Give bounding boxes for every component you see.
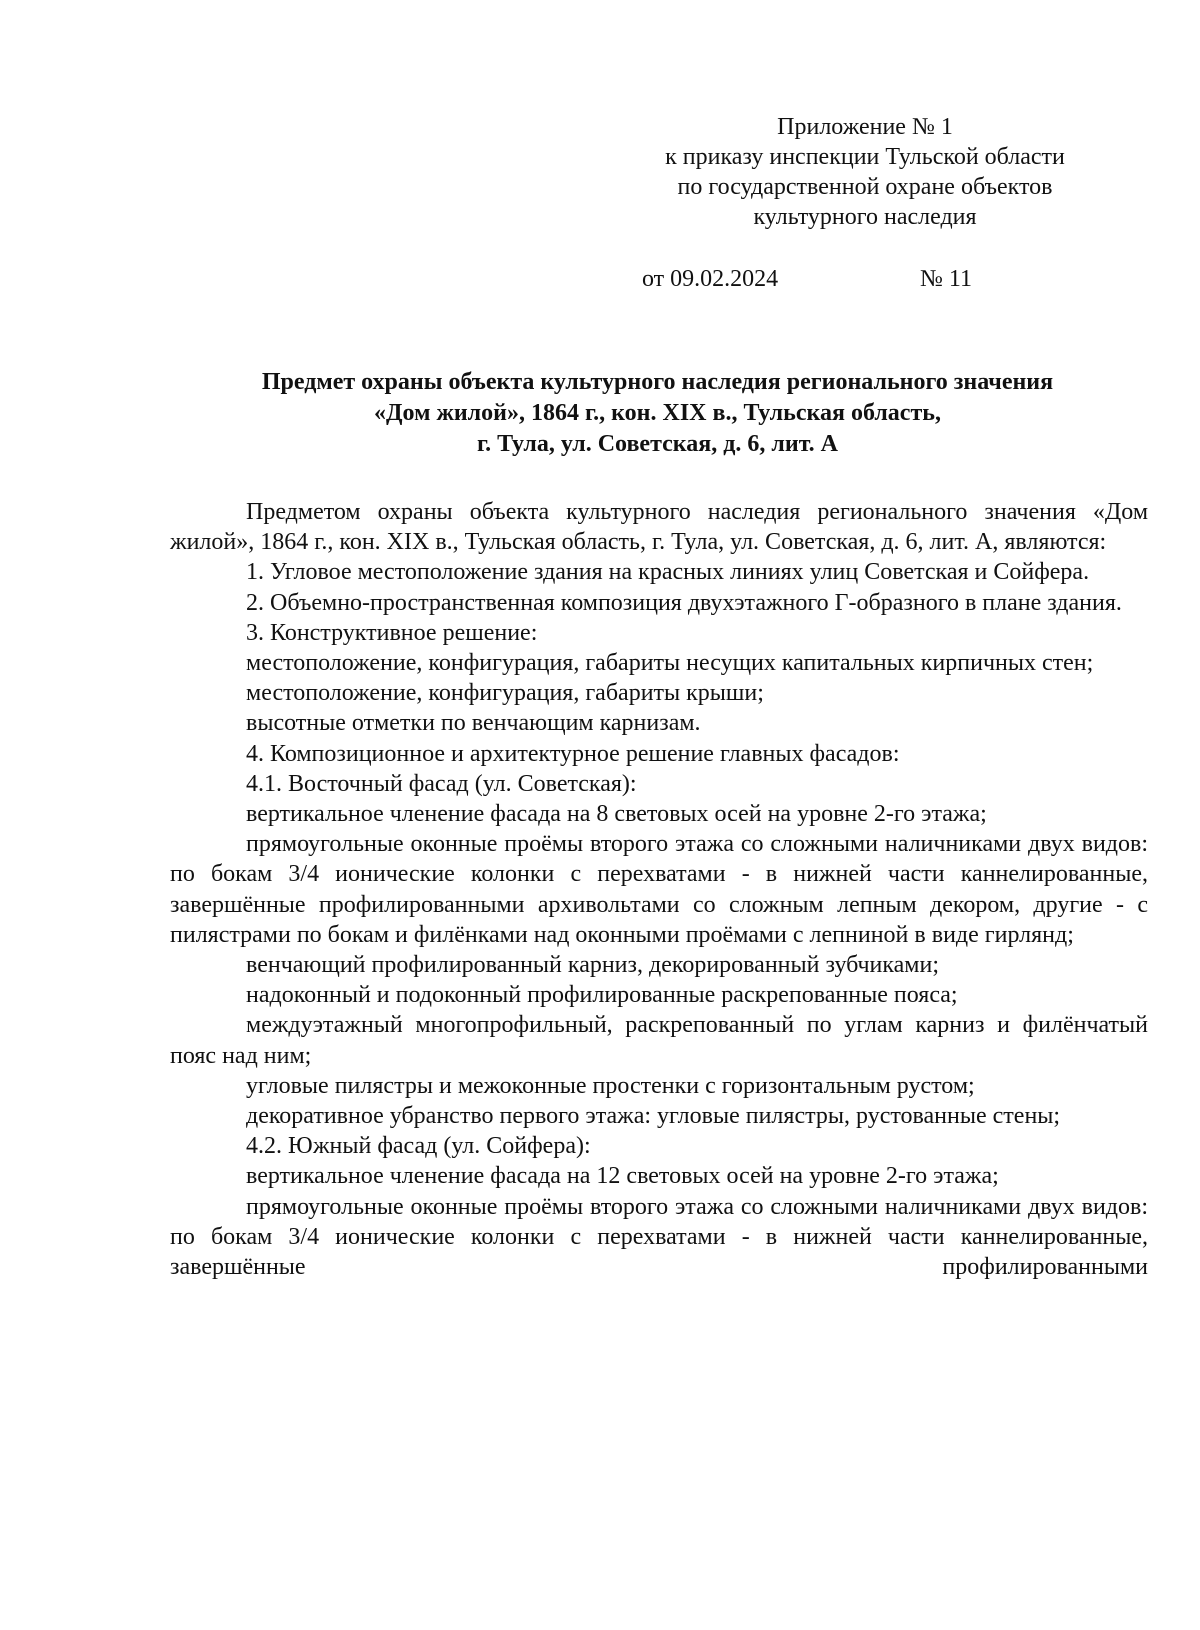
paragraph-east-pilasters: угловые пилястры и межоконные простенки с горизонтальным рустом; (246, 1072, 975, 1099)
paragraph-south-windows: прямоугольные оконные проёмы второго этажа со сложными наличниками двух видов: по бокам 3/4 ионические колонки с перехватами - в нижней части каннелированные, завершённые профилированными (170, 1193, 1148, 1281)
appendix-header (600, 112, 1130, 232)
paragraph-cornice-heights: высотные отметки по венчающим карнизам. (246, 710, 701, 737)
title-line-2: «Дом жилой», 1864 г., кон. XIX в., Тульская область, (374, 400, 941, 426)
paragraph-item-3: 3. Конструктивное решение: (246, 619, 538, 646)
paragraph-east-first-floor: декоративное убранство первого этажа: угловые пилястры, рустованные стены; (246, 1103, 1061, 1130)
paragraph-walls: местоположение, конфигурация, габариты несущих капитальных кирпичных стен; (246, 650, 1094, 677)
title-line-1: Предмет охраны объекта культурного наследия регионального значения (261, 369, 1054, 395)
paragraph-item-2: 2. Объемно-пространственная композиция двухэтажного Г-образного в плане здания. (246, 589, 1122, 616)
title-line-3: г. Тула, ул. Советская, д. 6, лит. А (476, 431, 839, 457)
order-number: № 11 (920, 266, 973, 292)
paragraph-east-interfloor: междуэтажный многопрофильный, раскрепованный по углам карниз и филёнчатый пояс над ним; (170, 1012, 1148, 1069)
appendix-order-ref: к приказу инспекции Тульской области (665, 144, 1065, 170)
appendix-number: Приложение № 1 (777, 114, 953, 140)
appendix-authority: по государственной охране объектов (677, 174, 1053, 200)
paragraph-item-4-1: 4.1. Восточный фасад (ул. Советская): (246, 770, 637, 797)
paragraph-item-4-2: 4.2. Южный фасад (ул. Сойфера): (246, 1133, 591, 1160)
appendix-authority-cont: культурного наследия (753, 204, 977, 230)
paragraph-east-belts: надоконный и подоконный профилированные раскрепованные пояса; (246, 982, 958, 1009)
paragraph-east-axes: вертикальное членение фасада на 8 световых осей на уровне 2-го этажа; (246, 801, 987, 828)
paragraph-east-cornice: венчающий профилированный карниз, декорированный зубчиками; (246, 952, 939, 979)
paragraph-item-4: 4. Композиционное и архитектурное решение главных фасадов: (246, 740, 900, 767)
paragraph-roof: местоположение, конфигурация, габариты крыши; (246, 680, 764, 707)
document-title (160, 367, 1155, 460)
paragraph-east-windows: прямоугольные оконные проёмы второго этажа со сложными наличниками двух видов: по бокам 3/4 ионические колонки с перехватами - в нижней части каннелированные, завершённые профилированными архивольтами со сложным лепным декором, другие - с пилястрами по бокам и филёнками над оконными проёмами с лепниной в виде гирлянд; (170, 831, 1148, 948)
paragraph-intro: Предметом охраны объекта культурного наследия регионального значения «Дом жилой», 1864 г., кон. XIX в., Тульская область, г. Тула, ул. Советская, д. 6, лит. А, являются: (170, 499, 1148, 556)
order-date: от 09.02.2024 (642, 266, 779, 292)
paragraph-item-1: 1. Угловое местоположение здания на красных линиях улиц Советская и Сойфера. (246, 559, 1090, 586)
paragraph-south-axes: вертикальное членение фасада на 12 световых осей на уровне 2-го этажа; (246, 1163, 999, 1190)
document-body (170, 497, 1148, 1282)
